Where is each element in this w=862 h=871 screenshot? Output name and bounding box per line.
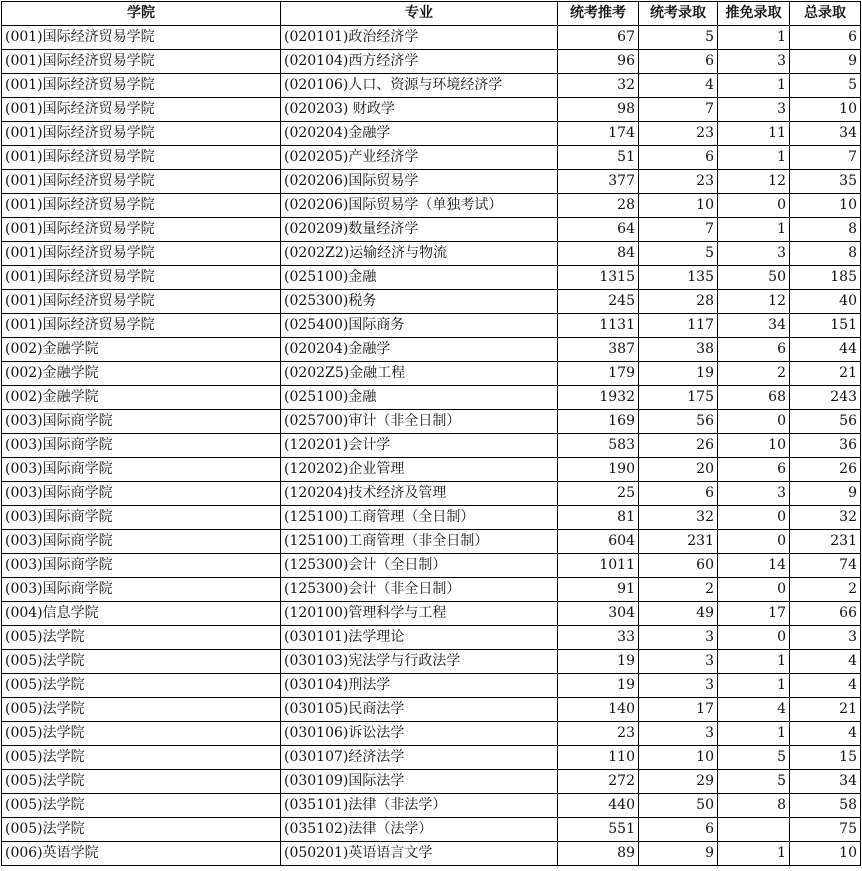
cell-major: (0202Z2)运输经济与物流 <box>281 242 558 266</box>
cell-college: (001)国际经济贸易学院 <box>2 290 281 314</box>
cell-recommended-admitted: 5 <box>718 746 790 770</box>
cell-exam-admitted: 6 <box>639 50 718 74</box>
header-major: 专业 <box>281 2 558 26</box>
cell-major: (030104)刑法学 <box>281 674 558 698</box>
cell-total-admitted: 9 <box>790 482 861 506</box>
table-row <box>2 722 861 746</box>
table-row <box>2 554 861 578</box>
cell-exam-applicants: 67 <box>558 26 639 50</box>
cell-exam-admitted: 231 <box>639 530 718 554</box>
cell-total-admitted: 56 <box>790 410 861 434</box>
table-row <box>2 146 861 170</box>
table-row <box>2 386 861 410</box>
cell-exam-admitted: 3 <box>639 626 718 650</box>
table-row <box>2 194 861 218</box>
cell-total-admitted: 10 <box>790 194 861 218</box>
cell-total-admitted: 21 <box>790 362 861 386</box>
cell-total-admitted: 4 <box>790 650 861 674</box>
table-row <box>2 122 861 146</box>
cell-exam-admitted: 28 <box>639 290 718 314</box>
cell-exam-admitted: 2 <box>639 578 718 602</box>
cell-exam-admitted: 19 <box>639 362 718 386</box>
cell-exam-admitted: 49 <box>639 602 718 626</box>
cell-exam-applicants: 81 <box>558 506 639 530</box>
cell-exam-applicants: 440 <box>558 794 639 818</box>
table-row <box>2 434 861 458</box>
cell-major: (025400)国际商务 <box>281 314 558 338</box>
cell-major: (120100)管理科学与工程 <box>281 602 558 626</box>
cell-exam-admitted: 7 <box>639 218 718 242</box>
cell-college: (001)国际经济贸易学院 <box>2 50 281 74</box>
cell-total-admitted: 75 <box>790 818 861 842</box>
header-exam-admitted: 统考录取 <box>639 2 718 26</box>
cell-college: (003)国际商学院 <box>2 578 281 602</box>
cell-exam-applicants: 84 <box>558 242 639 266</box>
cell-college: (001)国际经济贸易学院 <box>2 170 281 194</box>
cell-total-admitted: 35 <box>790 170 861 194</box>
cell-total-admitted: 58 <box>790 794 861 818</box>
cell-major: (025100)金融 <box>281 386 558 410</box>
table-row <box>2 266 861 290</box>
cell-total-admitted: 4 <box>790 722 861 746</box>
cell-major: (020204)金融学 <box>281 122 558 146</box>
table-row <box>2 770 861 794</box>
cell-college: (003)国际商学院 <box>2 458 281 482</box>
table-row <box>2 506 861 530</box>
cell-exam-applicants: 1932 <box>558 386 639 410</box>
cell-major: (025700)审计（非全日制） <box>281 410 558 434</box>
cell-major: (030101)法学理论 <box>281 626 558 650</box>
cell-exam-applicants: 110 <box>558 746 639 770</box>
cell-recommended-admitted: 1 <box>718 674 790 698</box>
cell-exam-admitted: 10 <box>639 746 718 770</box>
cell-college: (001)国际经济贸易学院 <box>2 314 281 338</box>
cell-exam-applicants: 272 <box>558 770 639 794</box>
cell-exam-applicants: 1315 <box>558 266 639 290</box>
table-row <box>2 410 861 434</box>
cell-exam-applicants: 23 <box>558 722 639 746</box>
cell-college: (001)国际经济贸易学院 <box>2 74 281 98</box>
cell-total-admitted: 231 <box>790 530 861 554</box>
cell-exam-applicants: 19 <box>558 650 639 674</box>
cell-recommended-admitted: 6 <box>718 338 790 362</box>
cell-major: (120204)技术经济及管理 <box>281 482 558 506</box>
cell-total-admitted: 74 <box>790 554 861 578</box>
cell-total-admitted: 10 <box>790 98 861 122</box>
cell-major: (020206)国际贸易学（单独考试） <box>281 194 558 218</box>
cell-recommended-admitted: 3 <box>718 242 790 266</box>
cell-major: (125300)会计（全日制） <box>281 554 558 578</box>
cell-exam-applicants: 245 <box>558 290 639 314</box>
cell-college: (001)国际经济贸易学院 <box>2 146 281 170</box>
cell-college: (005)法学院 <box>2 626 281 650</box>
cell-total-admitted: 151 <box>790 314 861 338</box>
table-row <box>2 674 861 698</box>
cell-total-admitted: 8 <box>790 218 861 242</box>
cell-total-admitted: 3 <box>790 626 861 650</box>
cell-recommended-admitted: 8 <box>718 794 790 818</box>
cell-exam-admitted: 7 <box>639 98 718 122</box>
cell-exam-admitted: 10 <box>639 194 718 218</box>
cell-recommended-admitted: 1 <box>718 722 790 746</box>
table-row <box>2 314 861 338</box>
cell-major: (030103)宪法学与行政法学 <box>281 650 558 674</box>
cell-college: (002)金融学院 <box>2 362 281 386</box>
cell-recommended-admitted: 6 <box>718 458 790 482</box>
cell-exam-applicants: 1011 <box>558 554 639 578</box>
cell-total-admitted: 243 <box>790 386 861 410</box>
cell-recommended-admitted: 17 <box>718 602 790 626</box>
cell-college: (001)国际经济贸易学院 <box>2 122 281 146</box>
header-exam-applicants: 统考推考 <box>558 2 639 26</box>
cell-college: (001)国际经济贸易学院 <box>2 194 281 218</box>
cell-total-admitted: 7 <box>790 146 861 170</box>
cell-exam-applicants: 19 <box>558 674 639 698</box>
cell-total-admitted: 4 <box>790 674 861 698</box>
cell-recommended-admitted: 0 <box>718 530 790 554</box>
cell-exam-admitted: 6 <box>639 146 718 170</box>
cell-exam-applicants: 1131 <box>558 314 639 338</box>
cell-exam-admitted: 32 <box>639 506 718 530</box>
cell-college: (003)国际商学院 <box>2 506 281 530</box>
cell-college: (001)国际经济贸易学院 <box>2 266 281 290</box>
cell-exam-admitted: 23 <box>639 122 718 146</box>
cell-recommended-admitted: 1 <box>718 26 790 50</box>
cell-exam-applicants: 387 <box>558 338 639 362</box>
table-row <box>2 530 861 554</box>
cell-college: (001)国际经济贸易学院 <box>2 98 281 122</box>
cell-college: (005)法学院 <box>2 770 281 794</box>
table-row <box>2 338 861 362</box>
cell-college: (006)英语学院 <box>2 842 281 866</box>
cell-exam-applicants: 169 <box>558 410 639 434</box>
cell-exam-applicants: 179 <box>558 362 639 386</box>
cell-exam-admitted: 3 <box>639 674 718 698</box>
cell-recommended-admitted: 68 <box>718 386 790 410</box>
table-row <box>2 170 861 194</box>
cell-major: (025300)税务 <box>281 290 558 314</box>
cell-total-admitted: 2 <box>790 578 861 602</box>
cell-major: (030105)民商法学 <box>281 698 558 722</box>
table-row <box>2 482 861 506</box>
cell-recommended-admitted: 0 <box>718 194 790 218</box>
table-row <box>2 842 861 866</box>
cell-recommended-admitted: 1 <box>718 146 790 170</box>
table-row <box>2 794 861 818</box>
cell-major: (050201)英语语言文学 <box>281 842 558 866</box>
cell-exam-applicants: 583 <box>558 434 639 458</box>
cell-exam-admitted: 117 <box>639 314 718 338</box>
cell-recommended-admitted: 0 <box>718 506 790 530</box>
cell-exam-admitted: 5 <box>639 242 718 266</box>
cell-total-admitted: 15 <box>790 746 861 770</box>
cell-exam-applicants: 64 <box>558 218 639 242</box>
cell-exam-admitted: 20 <box>639 458 718 482</box>
table-row <box>2 458 861 482</box>
cell-exam-applicants: 91 <box>558 578 639 602</box>
cell-major: (020205)产业经济学 <box>281 146 558 170</box>
cell-recommended-admitted: 14 <box>718 554 790 578</box>
table-row <box>2 698 861 722</box>
cell-college: (003)国际商学院 <box>2 410 281 434</box>
cell-exam-applicants: 190 <box>558 458 639 482</box>
cell-recommended-admitted: 1 <box>718 74 790 98</box>
cell-exam-applicants: 377 <box>558 170 639 194</box>
cell-recommended-admitted: 5 <box>718 770 790 794</box>
cell-exam-applicants: 304 <box>558 602 639 626</box>
cell-recommended-admitted: 12 <box>718 290 790 314</box>
table-row <box>2 578 861 602</box>
table-row <box>2 818 861 842</box>
cell-recommended-admitted: 3 <box>718 50 790 74</box>
cell-total-admitted: 10 <box>790 842 861 866</box>
cell-major: (030109)国际法学 <box>281 770 558 794</box>
cell-total-admitted: 26 <box>790 458 861 482</box>
cell-recommended-admitted: 1 <box>718 842 790 866</box>
cell-college: (003)国际商学院 <box>2 554 281 578</box>
table-row <box>2 602 861 626</box>
cell-total-admitted: 40 <box>790 290 861 314</box>
cell-total-admitted: 185 <box>790 266 861 290</box>
table-body <box>2 26 861 866</box>
cell-recommended-admitted: 10 <box>718 434 790 458</box>
cell-major: (030106)诉讼法学 <box>281 722 558 746</box>
cell-exam-admitted: 3 <box>639 650 718 674</box>
cell-major: (120201)会计学 <box>281 434 558 458</box>
cell-exam-applicants: 89 <box>558 842 639 866</box>
cell-exam-admitted: 3 <box>639 722 718 746</box>
cell-major: (0202Z5)金融工程 <box>281 362 558 386</box>
header-total-admitted: 总录取 <box>790 2 861 26</box>
cell-exam-applicants: 28 <box>558 194 639 218</box>
cell-recommended-admitted: 4 <box>718 698 790 722</box>
table-row <box>2 650 861 674</box>
cell-major: (020203) 财政学 <box>281 98 558 122</box>
table-row <box>2 26 861 50</box>
table-row <box>2 50 861 74</box>
cell-total-admitted: 66 <box>790 602 861 626</box>
cell-exam-applicants: 604 <box>558 530 639 554</box>
cell-exam-applicants: 98 <box>558 98 639 122</box>
cell-recommended-admitted: 11 <box>718 122 790 146</box>
cell-exam-admitted: 38 <box>639 338 718 362</box>
cell-exam-applicants: 51 <box>558 146 639 170</box>
cell-exam-admitted: 5 <box>639 26 718 50</box>
cell-exam-applicants: 33 <box>558 626 639 650</box>
cell-recommended-admitted: 1 <box>718 218 790 242</box>
cell-total-admitted: 34 <box>790 122 861 146</box>
table-row <box>2 242 861 266</box>
cell-major: (120202)企业管理 <box>281 458 558 482</box>
cell-recommended-admitted: 12 <box>718 170 790 194</box>
cell-college: (003)国际商学院 <box>2 434 281 458</box>
cell-recommended-admitted: 0 <box>718 626 790 650</box>
cell-major: (035102)法律（法学） <box>281 818 558 842</box>
cell-recommended-admitted: 1 <box>718 650 790 674</box>
cell-exam-admitted: 175 <box>639 386 718 410</box>
cell-exam-admitted: 135 <box>639 266 718 290</box>
cell-major: (035101)法律（非法学） <box>281 794 558 818</box>
cell-college: (005)法学院 <box>2 698 281 722</box>
cell-exam-admitted: 23 <box>639 170 718 194</box>
cell-exam-admitted: 9 <box>639 842 718 866</box>
cell-college: (003)国际商学院 <box>2 482 281 506</box>
cell-exam-admitted: 60 <box>639 554 718 578</box>
cell-college: (005)法学院 <box>2 794 281 818</box>
cell-exam-applicants: 140 <box>558 698 639 722</box>
cell-exam-admitted: 4 <box>639 74 718 98</box>
cell-major: (125300)会计（非全日制） <box>281 578 558 602</box>
cell-major: (020104)西方经济学 <box>281 50 558 74</box>
cell-exam-admitted: 26 <box>639 434 718 458</box>
cell-exam-admitted: 17 <box>639 698 718 722</box>
cell-college: (005)法学院 <box>2 746 281 770</box>
cell-college: (004)信息学院 <box>2 602 281 626</box>
cell-total-admitted: 32 <box>790 506 861 530</box>
cell-recommended-admitted: 2 <box>718 362 790 386</box>
cell-exam-applicants: 96 <box>558 50 639 74</box>
cell-college: (001)国际经济贸易学院 <box>2 218 281 242</box>
cell-major: (020209)数量经济学 <box>281 218 558 242</box>
cell-college: (001)国际经济贸易学院 <box>2 26 281 50</box>
cell-college: (003)国际商学院 <box>2 530 281 554</box>
cell-major: (125100)工商管理（非全日制） <box>281 530 558 554</box>
cell-college: (005)法学院 <box>2 818 281 842</box>
cell-total-admitted: 6 <box>790 26 861 50</box>
cell-total-admitted: 5 <box>790 74 861 98</box>
header-college: 学院 <box>2 2 281 26</box>
header-row <box>2 2 861 26</box>
cell-exam-applicants: 25 <box>558 482 639 506</box>
cell-exam-admitted: 29 <box>639 770 718 794</box>
cell-recommended-admitted: 0 <box>718 578 790 602</box>
cell-total-admitted: 44 <box>790 338 861 362</box>
cell-major: (020206)国际贸易学 <box>281 170 558 194</box>
cell-college: (005)法学院 <box>2 674 281 698</box>
cell-exam-admitted: 6 <box>639 482 718 506</box>
cell-major: (020106)人口、资源与环境经济学 <box>281 74 558 98</box>
cell-total-admitted: 8 <box>790 242 861 266</box>
table-row <box>2 290 861 314</box>
cell-college: (002)金融学院 <box>2 386 281 410</box>
cell-exam-applicants: 551 <box>558 818 639 842</box>
cell-major: (125100)工商管理（全日制） <box>281 506 558 530</box>
cell-college: (001)国际经济贸易学院 <box>2 242 281 266</box>
cell-major: (025100)金融 <box>281 266 558 290</box>
cell-total-admitted: 9 <box>790 50 861 74</box>
cell-exam-applicants: 32 <box>558 74 639 98</box>
admission-table <box>1 1 861 866</box>
cell-major: (020204)金融学 <box>281 338 558 362</box>
cell-college: (002)金融学院 <box>2 338 281 362</box>
cell-exam-applicants: 174 <box>558 122 639 146</box>
table-row <box>2 218 861 242</box>
table-row <box>2 362 861 386</box>
cell-major: (020101)政治经济学 <box>281 26 558 50</box>
table-row <box>2 746 861 770</box>
table-row <box>2 74 861 98</box>
cell-recommended-admitted: 50 <box>718 266 790 290</box>
cell-exam-admitted: 6 <box>639 818 718 842</box>
table-row <box>2 98 861 122</box>
cell-total-admitted: 36 <box>790 434 861 458</box>
cell-recommended-admitted: 34 <box>718 314 790 338</box>
cell-recommended-admitted: 0 <box>718 410 790 434</box>
cell-exam-admitted: 56 <box>639 410 718 434</box>
cell-major: (030107)经济法学 <box>281 746 558 770</box>
cell-recommended-admitted <box>718 818 790 842</box>
cell-college: (005)法学院 <box>2 650 281 674</box>
cell-total-admitted: 21 <box>790 698 861 722</box>
cell-total-admitted: 34 <box>790 770 861 794</box>
header-recommended-admitted: 推免录取 <box>718 2 790 26</box>
table-row <box>2 626 861 650</box>
cell-college: (005)法学院 <box>2 722 281 746</box>
cell-exam-admitted: 50 <box>639 794 718 818</box>
cell-recommended-admitted: 3 <box>718 482 790 506</box>
cell-recommended-admitted: 3 <box>718 98 790 122</box>
